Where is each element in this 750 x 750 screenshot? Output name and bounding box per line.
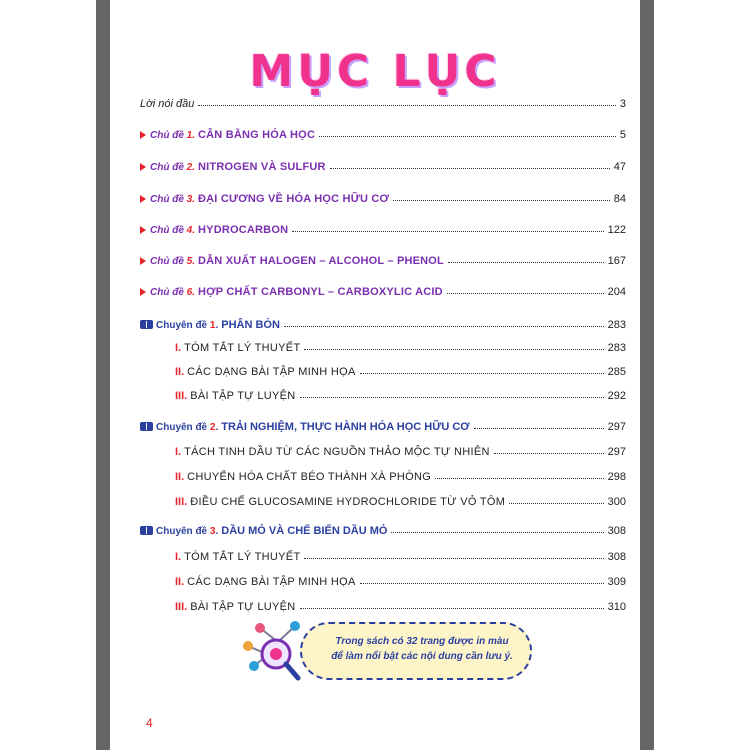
chapter-title: HYDROCARBON	[198, 224, 289, 236]
dot-leader	[300, 397, 604, 398]
preface-label: Lời nói đầu	[140, 98, 195, 110]
topic-prefix: Chuyên đề	[156, 526, 208, 537]
chapter-title: HỢP CHẤT CARBONYL – CARBOXYLIC ACID	[198, 286, 443, 298]
roman-numeral: II.	[175, 366, 185, 378]
toc-row-subsection	[175, 545, 626, 563]
toc-row-topic: Chuyên đề 1. PHÂN BÓN 283	[140, 313, 626, 331]
color-pages-callout	[240, 614, 540, 688]
toc-row-chapter: Chủ đề 1. CÂN BẰNG HÓA HỌC 5	[140, 123, 626, 141]
dot-leader	[304, 558, 603, 559]
toc-row-chapter: Chủ đề 3. ĐẠI CƯƠNG VỀ HÓA HỌC HỮU CƠ 84	[140, 187, 626, 205]
page-ref: 308	[607, 525, 626, 537]
chapter-title: NITROGEN VÀ SULFUR	[198, 161, 326, 173]
page-ref: 285	[607, 366, 626, 378]
page-ref: 84	[613, 193, 626, 205]
callout-line-2: để làm nổi bật các nội dung cần lưu ý.	[331, 651, 513, 662]
topic-title: PHÂN BÓN	[221, 319, 280, 331]
topic-title: DẦU MỎ VÀ CHẾ BIẾN DẦU MỎ	[221, 525, 388, 537]
page-ref: 167	[607, 255, 626, 267]
toc-row-chapter: Chủ đề 5. DẪN XUẤT HALOGEN – ALCOHOL – PHENOL 167	[140, 249, 626, 267]
dot-leader	[198, 105, 616, 106]
chapter-number: 5	[186, 256, 193, 267]
page-ref: 3	[619, 98, 626, 110]
subsection-title: BÀI TẬP TỰ LUYỆN	[190, 390, 296, 402]
topic-number: 2	[209, 422, 216, 433]
chapter-prefix: Chủ đề	[150, 162, 184, 173]
dot-leader	[494, 453, 604, 454]
dot-leader	[509, 503, 603, 504]
toc-row-subsection	[175, 440, 626, 458]
dot-leader	[393, 200, 610, 201]
chapter-prefix: Chủ đề	[150, 256, 184, 267]
dot-leader	[292, 231, 603, 232]
page-ref: 300	[607, 496, 626, 508]
chapter-title: CÂN BẰNG HÓA HỌC	[198, 129, 316, 141]
page-ref: 297	[607, 421, 626, 433]
subsection-title: TÁCH TINH DẦU TỪ CÁC NGUỒN THẢO MỘC TỰ NHIÊN	[184, 446, 490, 458]
dot-leader	[319, 136, 616, 137]
topic-number: 1	[209, 320, 216, 331]
chapter-prefix: Chủ đề	[150, 194, 184, 205]
roman-numeral: III.	[175, 496, 188, 508]
toc-row-subsection	[175, 570, 626, 588]
chapter-title: DẪN XUẤT HALOGEN – ALCOHOL – PHENOL	[198, 255, 444, 267]
dot-leader	[330, 168, 610, 169]
toc-row-subsection	[175, 595, 626, 613]
roman-numeral: I.	[175, 551, 182, 563]
dot-leader	[391, 532, 603, 533]
topic-prefix: Chuyên đề	[156, 422, 208, 433]
arrow-icon	[140, 288, 146, 296]
page-ref: 292	[607, 390, 626, 402]
roman-numeral: II.	[175, 576, 185, 588]
book-icon	[140, 526, 153, 535]
subsection-title: BÀI TẬP TỰ LUYỆN	[190, 601, 296, 613]
dot-leader	[474, 428, 604, 429]
subsection-title: CÁC DẠNG BÀI TẬP MINH HỌA	[187, 576, 356, 588]
toc-row-subsection	[175, 490, 626, 508]
toc-row-chapter: Chủ đề 6. HỢP CHẤT CARBONYL – CARBOXYLIC ACID 204	[140, 280, 626, 298]
chapter-prefix: Chủ đề	[150, 130, 184, 141]
toc-page	[110, 0, 640, 750]
page-number: 4	[146, 716, 153, 730]
arrow-icon	[140, 226, 146, 234]
subsection-title: ĐIỀU CHẾ GLUCOSAMINE HYDROCHLORIDE TỪ VỎ TÔM	[190, 496, 506, 508]
book-icon	[140, 320, 153, 329]
roman-numeral: II.	[175, 471, 185, 483]
chapter-number: 2	[186, 162, 193, 173]
subsection-title: TÓM TẮT LÝ THUYẾT	[184, 342, 301, 354]
chapter-number: 4	[186, 225, 193, 236]
arrow-icon	[140, 195, 146, 203]
book-icon	[140, 422, 153, 431]
page-ref: 310	[607, 601, 626, 613]
page-ref: 297	[607, 446, 626, 458]
dot-leader	[300, 608, 604, 609]
dot-leader	[447, 293, 604, 294]
page-ref: 283	[607, 342, 626, 354]
toc-row-topic: Chuyên đề 2. TRẢI NGHIỆM, THỰC HÀNH HÓA HỌC HỮU CƠ 297	[140, 415, 626, 433]
dot-leader	[284, 326, 604, 327]
toc-row-subsection	[175, 336, 626, 354]
chapter-title: ĐẠI CƯƠNG VỀ HÓA HỌC HỮU CƠ	[198, 193, 390, 205]
dot-leader	[360, 373, 604, 374]
toc-row-chapter: Chủ đề 2. NITROGEN VÀ SULFUR 47	[140, 155, 626, 173]
chapter-number: 1	[186, 130, 193, 141]
chapter-prefix: Chủ đề	[150, 225, 184, 236]
toc-row-topic: Chuyên đề 3. DẦU MỎ VÀ CHẾ BIẾN DẦU MỎ 308	[140, 519, 626, 537]
chapter-number: 3	[186, 194, 193, 205]
page-ref: 309	[607, 576, 626, 588]
dot-leader	[448, 262, 604, 263]
toc-row-subsection	[175, 465, 626, 483]
topic-title: TRẢI NGHIỆM, THỰC HÀNH HÓA HỌC HỮU CƠ	[221, 421, 470, 433]
toc-row-chapter: Chủ đề 4. HYDROCARBON 122	[140, 218, 626, 236]
page-ref: 122	[607, 224, 626, 236]
chapter-number: 6	[186, 287, 193, 298]
subsection-title: CÁC DẠNG BÀI TẬP MINH HỌA	[187, 366, 356, 378]
dot-leader	[435, 478, 604, 479]
page-ref: 5	[619, 129, 626, 141]
toc-row-subsection	[175, 360, 626, 378]
arrow-icon	[140, 131, 146, 139]
page-ref: 298	[607, 471, 626, 483]
page-title: MỤC LỤC	[249, 46, 501, 97]
page-ref: 308	[607, 551, 626, 563]
roman-numeral: III.	[175, 601, 188, 613]
chapter-prefix: Chủ đề	[150, 287, 184, 298]
roman-numeral: III.	[175, 390, 188, 402]
callout-line-1: Trong sách có 32 trang được in màu	[335, 636, 509, 647]
topic-number: 3	[209, 526, 216, 537]
arrow-icon	[140, 163, 146, 171]
roman-numeral: I.	[175, 342, 182, 354]
toc-row-subsection	[175, 384, 626, 402]
subsection-title: TÓM TẮT LÝ THUYẾT	[184, 551, 301, 563]
arrow-icon	[140, 257, 146, 265]
page-ref: 47	[613, 161, 626, 173]
dot-leader	[304, 349, 603, 350]
dot-leader	[360, 583, 604, 584]
subsection-title: CHUYỂN HÓA CHẤT BÉO THÀNH XÀ PHÒNG	[187, 471, 432, 483]
page-ref: 204	[607, 286, 626, 298]
toc-row-preface	[140, 92, 626, 110]
page-ref: 283	[607, 319, 626, 331]
topic-prefix: Chuyên đề	[156, 320, 208, 331]
roman-numeral: I.	[175, 446, 182, 458]
